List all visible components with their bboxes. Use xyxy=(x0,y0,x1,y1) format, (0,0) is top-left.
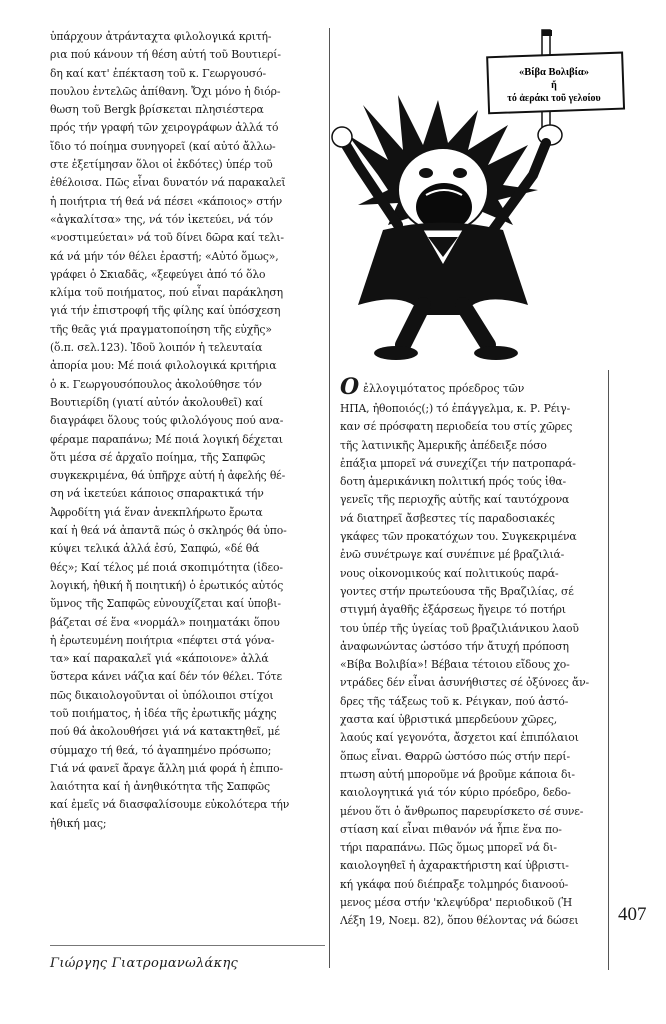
author-signature: Γιώργης Γιατρομανωλάκης xyxy=(50,956,239,971)
text-line: Βουτιερίδη (γιατί αὐτόν ἀκολουθεῖ) καί xyxy=(50,395,263,409)
text-line: ὅπως εἶναι. Θαρρῶ ὡστόσο πώς στήν περί- xyxy=(340,749,570,763)
text-line: «νοστιμεύεται» νά τοῦ δίνει δῶρα καί τελι- xyxy=(50,231,284,245)
text-line: (ὅ.π. σελ.123). Ἰδοῦ λοιπόν ἡ τελευταία xyxy=(50,341,263,355)
text-line: πρός τήν γραφή τῶν χειρογράφων ἀλλά τό xyxy=(50,121,279,135)
text-line: ΗΠΑ, ἠθοποιός(;) τό ἐπάγγελμα, κ. Ρ. Ρέιγ- xyxy=(340,402,571,415)
text-line: πουλου ἐντελῶς ἀπίθανη. Ὄχι μόνο ἡ διόρ- xyxy=(50,84,281,98)
text-line: ἡ ποιήτρια τή θεά νά πέσει «κάποιος» στήν xyxy=(50,194,283,208)
text-line: Ἀφροδίτη γιά ἕναν ἀνεκπλήρωτο ἔρωτα xyxy=(50,505,263,519)
text-line: πτωση αὐτή μποροῦμε νά βροῦμε κάποια δι- xyxy=(340,767,575,781)
text-line: Γιά νά φανεῖ ἄραγε ἄλλη μιά φορά ἡ ἐπιπο- xyxy=(50,761,283,775)
text-line: βάζεται σέ ἕνα «νορμάλ» ποιηματάκι ὅπου xyxy=(50,615,280,629)
text-line: στίαση καί εἶναι πιθανόν νά ἦπιε ἕνα πο- xyxy=(340,822,562,836)
right-first-line-text: ἐλλογιμότατος πρόεδρος τῶν xyxy=(363,382,525,395)
text-line: γενεῖς τῆς περιοχῆς αὐτῆς καί ταυτόχρονα xyxy=(340,493,570,507)
text-line: κύψει τελικά ἀλλά ἐσύ, Σαπφώ, «δέ θά xyxy=(50,542,260,556)
text-line: τῆς θεᾶς γιά πραγματοποίηση τῆς εὐχῆς» xyxy=(50,322,272,336)
text-line: πῶς δικαιολογοῦνται οἱ ὑπόλοιποι στίχοι xyxy=(50,688,274,702)
right-column-body xyxy=(340,400,606,931)
left-column xyxy=(50,28,325,833)
caricature-drawing xyxy=(328,25,633,365)
text-line: ἐθέλοισα. Πῶς εἶναι δυνατόν νά παρακαλεῖ xyxy=(50,176,286,190)
text-line: καιολογηθεῖ ἡ ἀχαρακτήριστη καί ὑβριστι- xyxy=(340,859,569,873)
text-line: «Βίβα Βολιβία»! Βέβαια τέτοιου εἴδους χο- xyxy=(340,658,570,672)
drop-cap: Ο xyxy=(340,374,360,400)
text-line: θωση τοῦ Bergk βρίσκεται πλησιέστερα xyxy=(50,103,264,117)
text-line: μένου ὅτι ὁ ἄνθρωπος παρευρίσκετο σέ συνε- xyxy=(340,804,584,818)
sign-subtitle: τό ἀεράκι τοῦ γελοίου xyxy=(507,93,601,104)
right-column-rule xyxy=(608,370,609,970)
sign-or: ἤ xyxy=(551,80,557,91)
caricature-illustration xyxy=(328,25,633,365)
text-line: ἴδιο τό ποίημα συνηγορεῖ (καί αὐτό ἄλλω- xyxy=(50,139,276,153)
right-column xyxy=(340,376,606,931)
text-line: λαούς καί γεγονότα, ἄσχετοι καί ἐπιπόλαιοι xyxy=(340,731,579,745)
text-line: ἀναφωνώντας ὡστόσο τήν ἄτυχή πρόποση xyxy=(340,639,569,653)
text-line: καν σέ πρόσφατη περιοδεία του στίς χῶρες xyxy=(340,420,573,434)
text-line: λογική, ἠθική ἤ ποιητική) ὁ ἐρωτικός αὐτός xyxy=(50,578,284,592)
text-line: νά διατηρεῖ ἄσβεστες τίς παραδοσιακές xyxy=(340,511,555,525)
text-line: ὕμνος τῆς Σαπφῶς εὐνουχίζεται καί ὑποβι- xyxy=(50,597,281,611)
text-line: τήρι παραπάνω. Πῶς ὅμως μπορεῖ νά δι- xyxy=(340,841,557,855)
text-line: κά νά μήν τόν θέλει ἐραστή; «Αὐτό ὅμως», xyxy=(50,249,279,263)
text-line: φέραμε παραπάνω; Μέ ποιά λογική δέχεται xyxy=(50,432,283,446)
text-line: τα» καί παρακαλεῖ γιά «κάποιονε» ἀλλά xyxy=(50,652,269,666)
text-line: του ὑπέρ τῆς ὑγείας τοῦ βραζιλιάνικου λαοῦ xyxy=(340,621,579,635)
text-line: νους οἰκονομικούς καί πολιτικούς παρά- xyxy=(340,566,559,580)
text-line: πού θά ἀκολουθήσει γιά νά κατακτηθεῖ, μέ xyxy=(50,725,280,739)
text-line: τῆς λατινικῆς Ἀμερικῆς ἀπέδειξε πόσο xyxy=(340,438,547,452)
text-line: τοῦ ποιήματος, ἡ ἰδέα τῆς ἐρωτικῆς μάχης xyxy=(50,706,277,720)
text-line: ὁ κ. Γεωργουσόπουλος ἀκολούθησε τόν xyxy=(50,377,262,391)
text-line: καί ἐμεῖς νά διασφαλίσουμε εὐκολότερα τήν xyxy=(50,798,290,812)
text-line: λαιότητα καί ἡ ἀνηθικότητα τῆς Σαπφῶς xyxy=(50,780,270,794)
text-line: ὕστερα κάνει νάζια καί δέν τόν θέλει. Τότε xyxy=(50,670,282,684)
text-line: γοντες στήν πρωτεύουσα τῆς Βραζιλίας, σέ xyxy=(340,584,574,598)
text-line: ντράδες δέν εἶναι ἀσυνήθιστες σέ ὀξύνοες ἄν- xyxy=(340,676,590,690)
right-first-line xyxy=(340,376,606,400)
text-line: στιγμή ἀγαθῆς ἐξάρσεως ἤγειρε τό ποτήρι xyxy=(340,603,566,617)
text-line: ὑπάρχουν ἀτράνταχτα φιλολογικά κριτή- xyxy=(50,30,272,43)
text-line: θές»; Καί τέλος μέ ποιά σκοπιμότητα (ἰδεο- xyxy=(50,560,283,574)
signature-rule xyxy=(50,945,325,946)
text-line: ἀπορία μου: Μέ ποιά φιλολογικά κριτήρια xyxy=(50,359,277,373)
text-line: ὅτι μέσα σέ ἀρχαῖο ποίημα, τῆς Σαπφῶς xyxy=(50,450,266,464)
text-line: ἠθική μας; xyxy=(50,816,107,830)
text-line: δοτη ἀμερικάνικη πολιτική πρός τούς ἰθα- xyxy=(340,475,566,489)
text-line: ἐνῶ συνέτρωγε καί συνέπινε μέ βραζιλιά- xyxy=(340,548,565,562)
text-line: συγκεκριμένα, θά ὑπῆρχε αὐτή ἡ ἀφελής θέ- xyxy=(50,469,286,483)
text-line: ση νά ἱκετεύει κάποιος σπαρακτικά τήν xyxy=(50,487,264,501)
text-line: γιά τήν ἐπιστροφή τῆς φίλης καί ὑπόσχεση xyxy=(50,304,281,318)
text-line: κή γκάφα πού διέπραξε τολμηρός διανοού- xyxy=(340,877,569,891)
text-line: ἐπάξια μπορεῖ νά συνεχίζει τήν πατροπαρά- xyxy=(340,456,576,470)
text-line: «ἀγκαλίτσα» της, νά τόν ἱκετεύει, νά τόν xyxy=(50,212,273,226)
text-line: γράφει ὁ Σκιαδᾶς, «ξεφεύγει ἀπό τό ὅλο xyxy=(50,267,266,281)
text-line: σύμμαχο τή θεά, τό ἀγαπημένο πρόσωπο; xyxy=(50,743,272,757)
text-line: κλίμα τοῦ ποιήματος, πού εἶναι παράκληση xyxy=(50,286,283,300)
text-line: μενος μέσα στήν 'κλεψύδρα' περιοδικοῦ (Ἡ xyxy=(340,896,573,910)
text-line: καιολογητικά γιά τόν κύριο πρόεδρο, δεδο- xyxy=(340,786,571,800)
page-number: 407 xyxy=(618,904,647,925)
text-line: ρια πού κάνουν τή θέση αὐτή τοῦ Βουτιερί- xyxy=(50,48,281,62)
text-line: στε ἐξετίμησαν ὅλοι οἱ ἐκδότες) ὑπέρ τοῦ xyxy=(50,158,273,172)
text-line: διαγράφει ὅλους τούς φιλολόγους πού ανα- xyxy=(50,414,284,428)
text-line: καί ἡ θεά νά ἀπαντᾶ πώς ὁ σκληρός θά ὑπο- xyxy=(50,524,287,538)
text-line: δη καί κατ' ἐπέκταση τοῦ κ. Γεωργουσό- xyxy=(50,66,266,80)
text-line: γκάφες τῶν προκατόχων του. Συγκεκριμένα xyxy=(340,530,577,544)
sign-title: «Βίβα Βολιβία» xyxy=(518,67,590,78)
text-line: Λέξη 19, Νοεμ. 82), ὅπου θέλοντας νά δώσει xyxy=(340,914,579,928)
text-line: χαστα καί ὑβριστικά μπερδεύουν χῶρες, xyxy=(340,713,558,727)
text-line: ἡ ἐρωτευμένη ποιήτρια «πέφτει στά γόνα- xyxy=(50,633,275,647)
text-line: δρες τῆς τάξεως τοῦ κ. Ρέιγκαν, πού ἀστό- xyxy=(340,694,569,708)
